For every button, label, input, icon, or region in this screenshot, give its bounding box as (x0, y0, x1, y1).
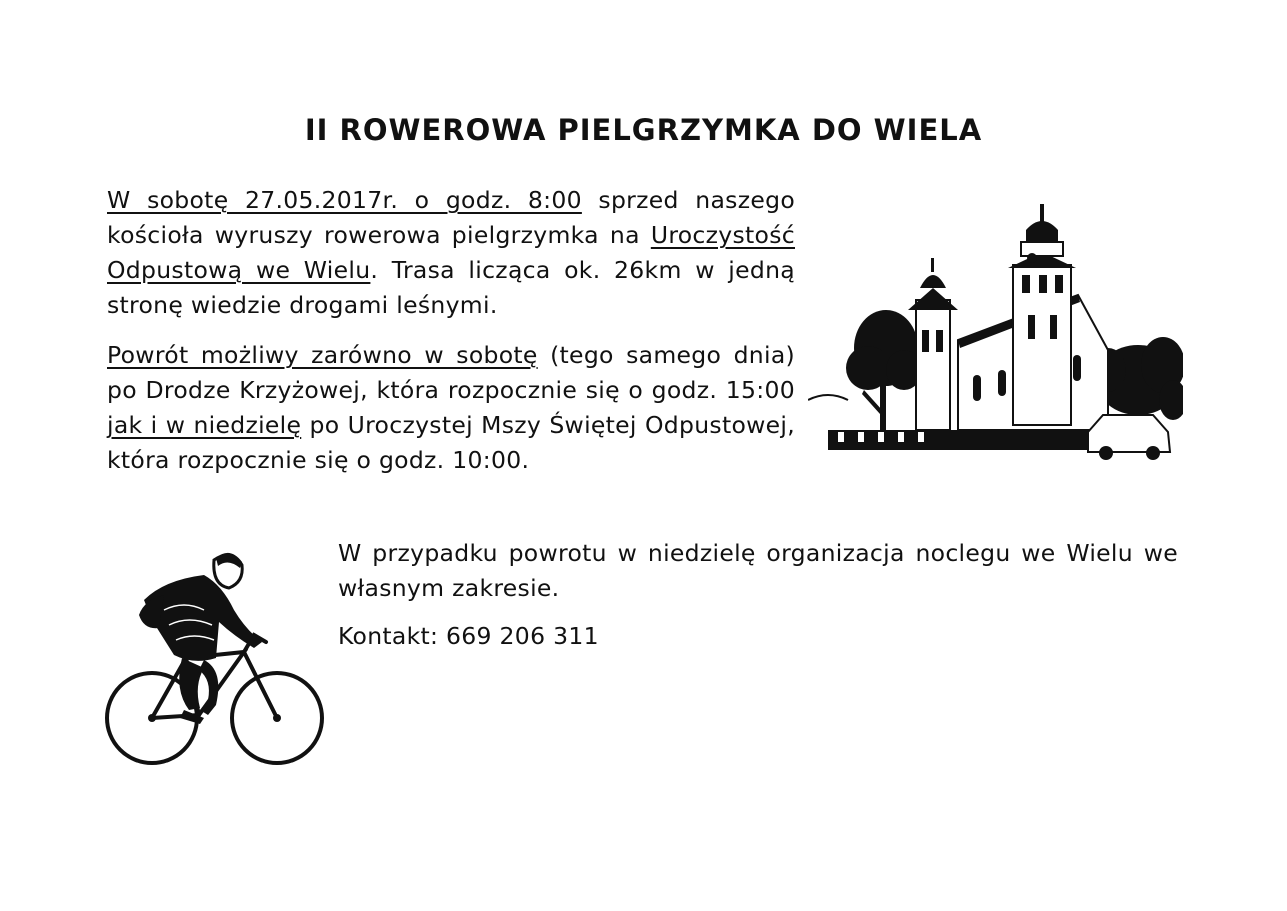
return-options-text: Powrót możliwy zarówno w sobotę (107, 341, 538, 369)
paragraph-accommodation: W przypadku powrotu w niedzielę organizacja noclegu we Wielu we własnym zakresie. (338, 539, 1178, 602)
departure-date-text: W sobotę 27.05.2017r. o godz. 8:00 (107, 186, 582, 214)
saturday-return-text: (tego samego dnia) po Drodze Krzyżowej, która rozpocznie się o godz. 15:00 (107, 341, 795, 404)
feast-name-text: Uroczystość Odpustową we Wielu (107, 221, 795, 284)
paragraph-departure (107, 183, 795, 323)
secondary-text-column (338, 536, 1178, 654)
main-text-column (107, 183, 795, 478)
mass-text: po Uroczystej Mszy Świętej Odpustowej, która rozpocznie się o godz. 10:00. (107, 411, 796, 474)
cyclist-illustration (104, 540, 329, 770)
departure-text: sprzed naszego kościoła wyruszy rowerowa pielgrzymka na (107, 186, 795, 249)
route-text: . Trasa licząca ok. 26km w jedną stronę wiedzie drogami leśnymi. (107, 256, 795, 319)
church-illustration (808, 200, 1183, 465)
paragraph-return (107, 338, 795, 478)
document-title: II ROWEROWA PIELGRZYMKA DO WIELA (304, 113, 983, 147)
contact-line: Kontakt: 669 206 311 (338, 622, 599, 650)
sunday-return-text: jak i w niedzielę (107, 411, 302, 439)
